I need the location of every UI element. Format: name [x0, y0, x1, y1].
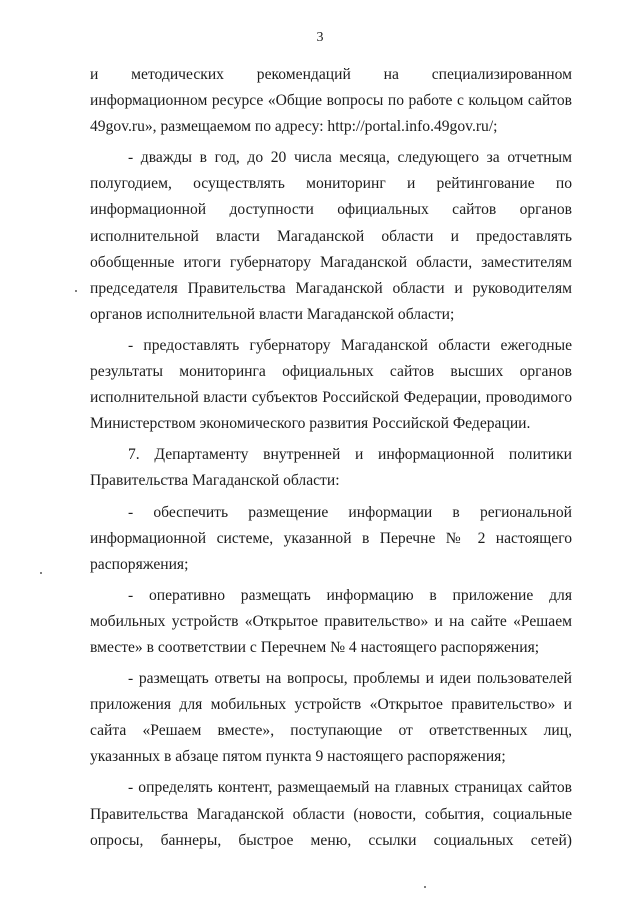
paragraph-answers: - размещать ответы на вопросы, проблемы и идеи пользователей приложения для мобильных устройств «Открытое правительство» и сайта «Решаем вместе», поступающие от ответственных лиц, указанных в абзаце пятом пункта 9 настоящего распоряжения; [90, 670, 572, 766]
paragraph-item-7: 7. Департаменту внутренней и информационной политики Правительства Магаданской области: [90, 446, 572, 490]
scan-speck [424, 886, 426, 888]
paragraph-monitoring: - дважды в год, до 20 числа месяца, следующего за отчетным полугодием, осуществлять мониторинг и рейтингование по информационной доступности официальных сайтов органов исполнительной власти Магаданской области и предоставлять обобщенные итоги губернатору Магаданской области, заместителям председателя Правительства Магаданской области и руководителям органов исполнительной власти Магаданской области; [90, 149, 572, 323]
scan-speck [75, 290, 77, 292]
scan-speck [40, 572, 42, 574]
paragraph-continuation: и методических рекомендаций на специализированном информационном ресурсе «Общие вопросы по работе с кольцом сайтов 49gov.ru», размещаемом по адресу: http://portal.info.49gov.ru/; [90, 66, 572, 136]
paragraph-mobile-app: - оперативно размещать информацию в приложение для мобильных устройств «Открытое правительство» и на сайте «Решаем вместе» в соответствии с Перечнем № 4 настоящего распоряжения; [90, 586, 572, 656]
paragraph-regional-system: - обеспечить размещение информации в региональной информационной системе, указанной в Перечне № 2 настоящего распоряжения; [90, 503, 572, 573]
paragraph-annual-results: - предоставлять губернатору Магаданской области ежегодные результаты мониторинга официальных сайтов высших органов исполнительной власти субъектов Российской Федерации, проводимого Министерством экономического развития Российской Федерации. [90, 336, 572, 433]
paragraph-content: - определять контент, размещаемый на главных страницах сайтов Правительства Магаданской области (новости, события, социальные опросы, баннеры, быстрое меню, ссылки социальных сетей) [90, 779, 572, 849]
document-body [90, 62, 572, 854]
page-number: 3 [316, 30, 324, 45]
